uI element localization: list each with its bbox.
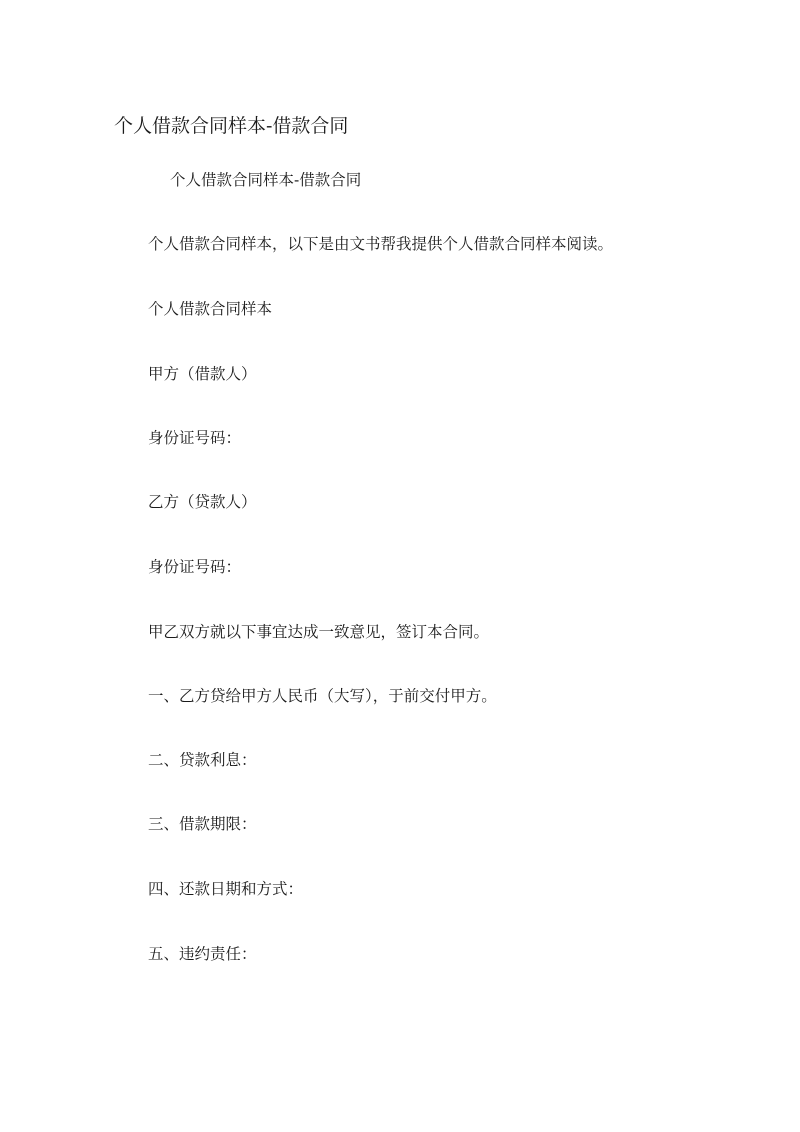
document-title: 个人借款合同样本-借款合同 bbox=[114, 115, 349, 137]
party-a-id-label: 身份证号码： bbox=[148, 429, 242, 447]
party-a-label: 甲方（借款人） bbox=[148, 365, 257, 383]
intro-paragraph: 个人借款合同样本，以下是由文书帮我提供个人借款合同样本阅读。 bbox=[148, 235, 614, 253]
clause-4: 四、还款日期和方式： bbox=[148, 880, 304, 898]
clause-3: 三、借款期限： bbox=[148, 815, 257, 833]
section-heading: 个人借款合同样本 bbox=[148, 300, 273, 318]
clause-5: 五、违约责任： bbox=[148, 945, 257, 963]
party-b-label: 乙方（贷款人） bbox=[148, 493, 257, 511]
document-subtitle: 个人借款合同样本-借款合同 bbox=[170, 171, 362, 189]
party-b-id-label: 身份证号码： bbox=[148, 558, 242, 576]
clause-1: 一、乙方贷给甲方人民币（大写），于前交付甲方。 bbox=[148, 687, 497, 705]
clause-2: 二、贷款利息： bbox=[148, 751, 257, 769]
agreement-paragraph: 甲乙双方就以下事宜达成一致意见，签订本合同。 bbox=[148, 623, 490, 641]
